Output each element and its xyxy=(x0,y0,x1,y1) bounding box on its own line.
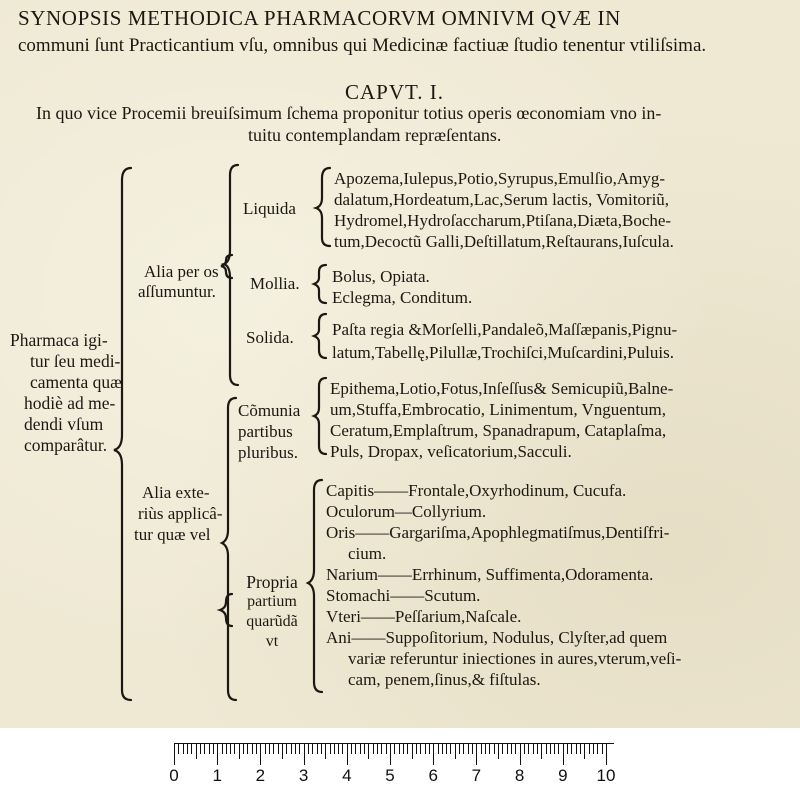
ruler-tick xyxy=(286,743,287,754)
ruler-tick xyxy=(295,743,296,754)
ruler-number: 3 xyxy=(298,766,309,785)
ruler-tick xyxy=(459,743,460,754)
ruler-tick xyxy=(602,743,603,754)
ruler-tick xyxy=(606,743,607,765)
ruler-tick xyxy=(260,743,261,765)
ruler-tick xyxy=(407,743,408,754)
ruler-tick xyxy=(597,743,598,754)
mollia-items: Bolus, Opiata. Eclegma, Conditum. xyxy=(332,267,473,307)
ruler-tick xyxy=(291,743,292,754)
ruler-tick xyxy=(282,743,283,759)
ruler-tick xyxy=(243,743,244,754)
ruler-number: 0 xyxy=(169,766,179,785)
page-title: SYNOPSIS METHODICA PHARMACORVM OMNIVM QVÆ IN xyxy=(18,6,621,30)
ruler-tick xyxy=(580,743,581,754)
ruler-tick xyxy=(589,743,590,754)
ruler-tick xyxy=(494,743,495,754)
ruler-number: 8 xyxy=(514,766,525,785)
chapter-intro-line-1: In quo vice Procemii breuiſsimum ſchema proponitur totius operis œconomiam vno in- xyxy=(36,103,662,123)
ruler-tick xyxy=(450,743,451,754)
ruler-tick xyxy=(507,743,508,754)
ruler-number: 4 xyxy=(342,766,352,785)
ruler-tick xyxy=(230,743,231,754)
ruler-tick xyxy=(541,743,542,759)
ruler-tick xyxy=(355,743,356,754)
ruler-number: 2 xyxy=(255,766,266,785)
ruler-tick xyxy=(334,743,335,754)
ruler-tick xyxy=(455,743,456,759)
ruler-tick xyxy=(338,743,339,754)
solida-items: Paſta regia &Morſelli,Pandaleõ,Maſſæpanis,Pignu- latum,Tabellę,Pilullæ,Trochiſci,Muſcardini,Puluis. xyxy=(332,320,678,362)
liquida-label: Liquida xyxy=(243,199,296,218)
ruler-tick xyxy=(213,743,214,754)
ruler-tick xyxy=(520,743,521,765)
ruler-tick xyxy=(317,743,318,754)
ruler-tick xyxy=(468,743,469,754)
ruler-tick xyxy=(420,743,421,754)
ruler-tick xyxy=(239,743,240,759)
ruler-tick xyxy=(226,743,227,754)
ruler-tick xyxy=(278,743,279,754)
ruler-tick xyxy=(515,743,516,754)
ruler-number: 5 xyxy=(385,766,395,785)
ruler-tick xyxy=(567,743,568,754)
ruler-tick xyxy=(524,743,525,754)
ruler-number: 9 xyxy=(558,766,568,785)
chapter-intro-line-2: tuitu contemplandam repræſentans. xyxy=(248,125,502,145)
ruler-tick xyxy=(304,743,305,765)
ruler-tick xyxy=(502,743,503,754)
ruler-number: 1 xyxy=(212,766,222,785)
ruler-tick xyxy=(550,743,551,754)
ruler-tick xyxy=(351,743,352,754)
ruler-tick xyxy=(265,743,266,754)
mollia-label: Mollia. xyxy=(250,274,300,293)
ruler-tick xyxy=(476,743,477,765)
scale-ruler xyxy=(0,728,800,797)
ruler-tick xyxy=(330,743,331,754)
ruler-tick xyxy=(571,743,572,754)
root-label: Pharmaca igi- tur ſeu medi- camenta quæ hodiè ad me- dendi vſum comparâtur. xyxy=(10,330,122,455)
liquida-items: Apozema,Iulepus,Potio,Syrupus,Emulſio,Amyg- dalatum,Hordeatum,Lac,Serum lactis, Vomitoriũ, Hydromel,Hydroſaccharum,Ptiſana,Diæta,Boche- tum,Decoctũ Galli,Deſtillatum,Reſtaurans,Iuſcula. xyxy=(334,169,674,251)
ruler-tick xyxy=(546,743,547,754)
ruler-tick xyxy=(247,743,248,754)
ruler-tick xyxy=(187,743,188,754)
ruler-tick xyxy=(416,743,417,754)
ruler-tick xyxy=(360,743,361,754)
ruler-tick xyxy=(347,743,348,765)
page-subtitle: communi ſunt Practicantium vſu, omnibus qui Medicinæ factiuæ ſtudio tenentur vtiliſsima. xyxy=(18,35,707,56)
ruler-tick xyxy=(178,743,179,754)
ruler-tick xyxy=(593,743,594,754)
ruler-tick xyxy=(489,743,490,754)
ruler-tick xyxy=(584,743,585,759)
ruler-tick xyxy=(442,743,443,754)
ruler-tick xyxy=(273,743,274,754)
ruler-tick xyxy=(377,743,378,754)
solida-label: Solida. xyxy=(246,328,294,347)
communia-items: Epithema,Lotio,Fotus,Inſeſſus& Semicupiũ,Balne- um,Stuffa,Embrocatio, Linimentum, Vnguentum, Ceratum,Emplaſtrum, Spanadrapum, Cataplaſma, Puls, Dropax, veſicatorium,Sacculi. xyxy=(330,379,674,461)
ruler-tick xyxy=(576,743,577,754)
ruler-tick xyxy=(200,743,201,754)
chapter-heading: CAPVT. I. xyxy=(345,80,445,104)
ruler-tick xyxy=(481,743,482,754)
propria-label: Propria partium quarũdã vt xyxy=(246,572,298,650)
ruler-tick xyxy=(308,743,309,754)
communia-label: Cõmunia partibus pluribus. xyxy=(238,401,301,462)
ruler-tick xyxy=(463,743,464,754)
ruler-tick xyxy=(537,743,538,754)
exterius-label: Alia exte- riùs applicâ- tur quæ vel xyxy=(134,483,223,544)
ruler-tick xyxy=(412,743,413,759)
ruler-tick xyxy=(528,743,529,754)
ruler-tick xyxy=(554,743,555,754)
ruler-tick xyxy=(234,743,235,754)
ruler-tick xyxy=(390,743,391,765)
ruler-tick xyxy=(204,743,205,754)
ruler-number: 10 xyxy=(596,766,616,785)
ruler-tick xyxy=(269,743,270,754)
ruler-tick xyxy=(386,743,387,754)
ruler-tick xyxy=(373,743,374,754)
ruler-tick xyxy=(394,743,395,754)
ruler-tick xyxy=(368,743,369,759)
ruler-tick xyxy=(472,743,473,754)
ruler-number: 6 xyxy=(428,766,438,785)
ruler-tick xyxy=(222,743,223,754)
ruler-tick xyxy=(485,743,486,754)
ruler-tick xyxy=(433,743,434,765)
ruler-tick xyxy=(438,743,439,754)
ruler-tick xyxy=(558,743,559,754)
ruler-tick xyxy=(446,743,447,754)
ruler-tick xyxy=(252,743,253,754)
ruler-tick xyxy=(299,743,300,754)
ruler-tick xyxy=(399,743,400,754)
ruler-tick xyxy=(217,743,218,765)
ruler-tick xyxy=(191,743,192,754)
ruler-tick xyxy=(425,743,426,754)
ruler-tick xyxy=(364,743,365,754)
ruler-tick xyxy=(183,743,184,754)
ruler-tick xyxy=(429,743,430,754)
ruler-tick xyxy=(196,743,197,759)
ruler-tick xyxy=(342,743,343,754)
ruler-tick xyxy=(209,743,210,754)
ruler-tick xyxy=(381,743,382,754)
ruler-tick xyxy=(325,743,326,759)
ruler-number: 7 xyxy=(471,766,482,785)
ruler-tick xyxy=(174,743,175,765)
ruler-tick xyxy=(403,743,404,754)
ruler-tick xyxy=(256,743,257,754)
ruler-tick xyxy=(312,743,313,754)
propria-items: Capitis——Frontale,Oxyrhodinum, Cucufa. Oculorum—Collyrium. Oris——Gargariſma,Apophlegmatiſmus,Dentiſfri- cium. Narium——Errhinum, Suffimenta,Odoramenta. Stomachi——Scutum. Vteri——Peſſarium,Naſcale. Ani——Suppoſitorium, Nodulus, Clyſter,ad quem variæ referuntur iniectiones in aures,vterum,veſi- cam, penem,ſinus,& fiſtulas. xyxy=(326,481,682,689)
ruler-tick xyxy=(563,743,564,765)
per-os-label: Alia per os aſſumuntur. xyxy=(138,262,219,301)
ruler-tick xyxy=(321,743,322,754)
ruler-tick xyxy=(498,743,499,759)
ruler-tick xyxy=(533,743,534,754)
ruler-tick xyxy=(511,743,512,754)
